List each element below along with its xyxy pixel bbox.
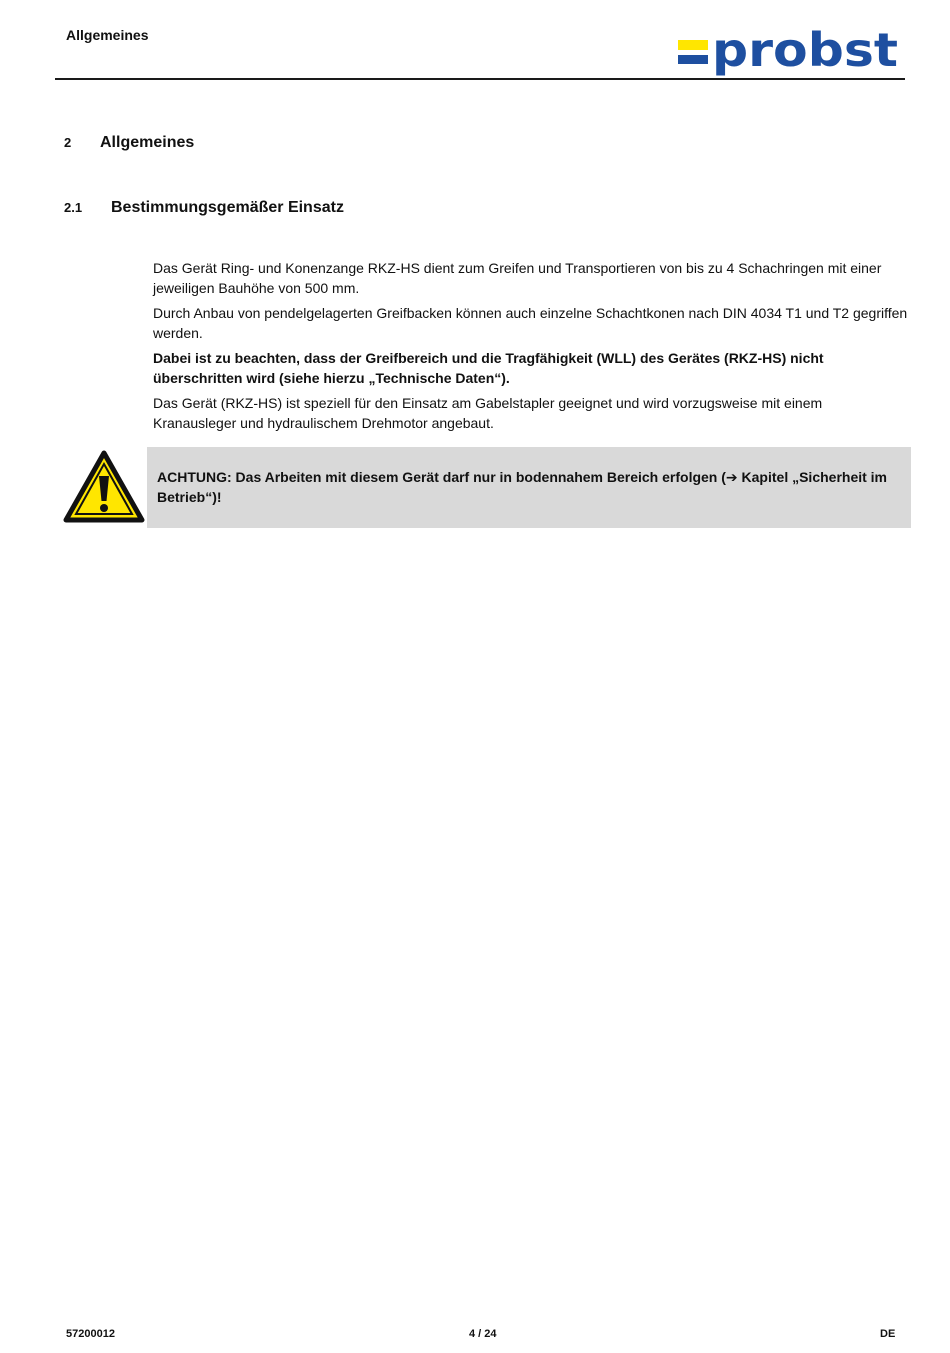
section-heading xyxy=(64,199,344,217)
warning-text: ACHTUNG: Das Arbeiten mit diesem Gerät darf nur in bodennahem Bereich erfolgen (➔ Kapitel „Sicherheit im Betrieb“)! xyxy=(157,469,888,505)
section-body xyxy=(153,258,908,438)
paragraph-purpose: Das Gerät Ring- und Konenzange RKZ-HS dient zum Greifen und Transportieren von bis zu 4 Schachringen mit einer jeweiligen Bauhöhe von 500 mm. xyxy=(153,260,882,296)
paragraph-load-notice: Dabei ist zu beachten, dass der Greifbereich und die Tragfähigkeit (WLL) des Gerätes (RKZ-HS) nicht überschritten wird (siehe hierzu „Technische Daten“). xyxy=(153,350,824,386)
footer-language: DE xyxy=(880,1328,896,1340)
svg-text:probst: probst xyxy=(712,28,898,77)
footer-page-number: 4 / 24 xyxy=(469,1328,497,1340)
warning-box xyxy=(147,447,911,528)
paragraph-forklift: Das Gerät (RKZ-HS) ist speziell für den Einsatz am Gabelstapler geeignet und wird vorzugsweise mit einem Kranausleger und hydraulischem Drehmotor angebaut. xyxy=(153,395,823,431)
paragraph-cone-jaws: Durch Anbau von pendelgelagerten Greifbacken können auch einzelne Schachtkonen nach DIN 4034 T1 und T2 gegriffen werden. xyxy=(153,305,908,341)
section-number: 2.1 xyxy=(64,200,83,215)
warning-triangle-icon xyxy=(63,450,145,523)
header-title: Allgemeines xyxy=(66,27,149,43)
header-divider xyxy=(55,78,905,80)
chapter-title: Allgemeines xyxy=(100,134,195,151)
probst-logo xyxy=(676,28,900,80)
section-title: Bestimmungsgemäßer Einsatz xyxy=(111,199,344,216)
chapter-number: 2 xyxy=(64,135,72,150)
footer-doc-number: 57200012 xyxy=(66,1328,115,1340)
chapter-heading xyxy=(64,134,194,152)
